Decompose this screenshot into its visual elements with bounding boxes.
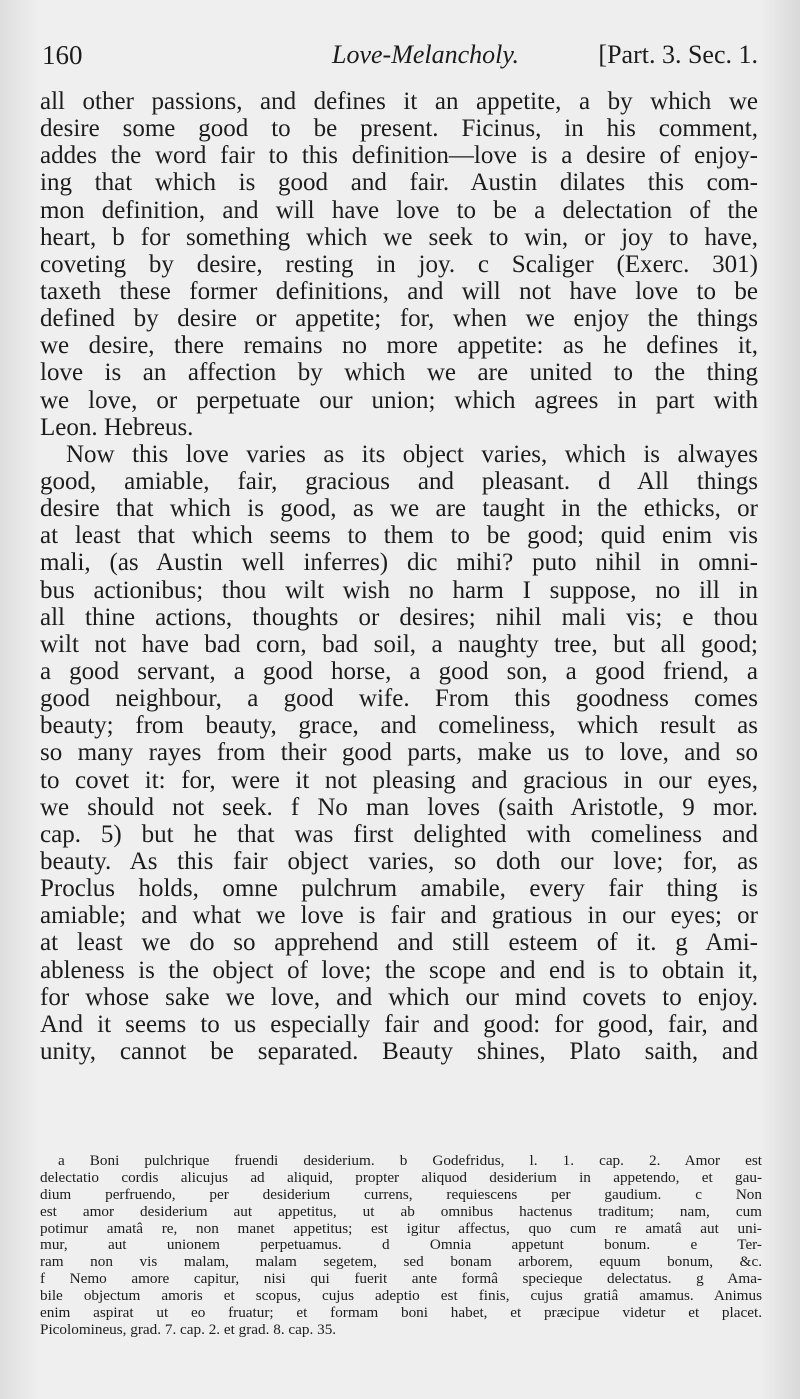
text-line: all thine actions, thoughts or desires; nihil mali vis; e thou [40,603,758,631]
text-line: Now this love varies as its object varies, which is alwayes [66,440,758,468]
text-line: Leon. Hebreus. [40,413,194,441]
text-line: amiable; and what we love is fair and gratious in our eyes; or [40,902,758,930]
page-number: 160 [42,40,83,70]
footnote-line: f Nemo amore capitur, nisi qui fuerit ante formâ specieque delectatus. g Ama- [40,1271,762,1288]
footnote-line: Picolomineus, grad. 7. cap. 2. et grad. 8. cap. 35. [40,1321,337,1338]
text-line: desire some good to be present. Ficinus, in his comment, [40,115,758,143]
text-line: defined by desire or appetite; for, when we enjoy the things [40,305,758,333]
text-line: love is an affection by which we are united to the thing [40,359,758,387]
text-line: coveting by desire, resting in joy. c Scaliger (Exerc. 301) [40,250,758,278]
text-line: good neighbour, a good wife. From this goodness comes [40,685,758,713]
text-line: bus actionibus; thou wilt wish no harm I suppose, no ill in [40,576,758,604]
text-line: heart, b for something which we seek to win, or joy to have, [40,223,758,251]
text-line: good, amiable, fair, gracious and pleasant. d All things [40,467,758,495]
text-line: taxeth these former definitions, and will not have love to be [40,277,758,305]
footnote-line: a Boni pulchrique fruendi desiderium. b Godefridus, l. 1. cap. 2. Amor est [58,1153,762,1169]
text-line: mon definition, and will have love to be a delectation of the [40,196,758,224]
text-line: beauty. As this fair object varies, so doth our love; for, as [40,847,758,875]
text-line: we love, or perpetuate our union; which agrees in part with [40,386,758,414]
text-line: to covet it: for, were it not pleasing and gracious in our eyes, [40,766,758,794]
section-label: [Part. 3. Sec. 1. [598,40,758,69]
footnote-line: mur, aut unionem perpetuamus. d Omnia appetunt bonum. e Ter- [40,1237,762,1254]
text-line: addes the word fair to this definition—love is a desire of enjoy- [40,142,758,170]
footnote-line: est amor desiderium aut appetitus, ut ab omnibus hactenus traditum; nam, cum [40,1203,762,1220]
text-line: unity, cannot be separated. Beauty shines, Plato saith, and [40,1037,758,1065]
text-line: for whose sake we love, and which our mind covets to enjoy. [40,983,758,1011]
text-line: so many rayes from their good parts, make us to love, and so [40,739,758,767]
footnote-line: ram non vis malam, malam segetem, sed bonam arborem, equum bonum, &c. [40,1254,762,1271]
text-line: Proclus holds, omne pulchrum amabile, every fair thing is [40,875,758,903]
text-line: mali, (as Austin well inferres) dic mihi? puto nihil in omni- [40,549,758,577]
text-line: a good servant, a good horse, a good son, a good friend, a [40,657,758,685]
text-line: cap. 5) but he that was first delighted with comeliness and [40,820,758,848]
text-line: desire that which is good, as we are taught in the ethicks, or [40,495,758,523]
footnote-line: delectatio cordis alicujus ad aliquid, propter aliquod desiderium in appetendo, et gau- [40,1169,762,1186]
text-line: all other passions, and defines it an appetite, a by which we [40,88,758,115]
footnote-line: dium perfruendo, per desiderium currens, requiescens per gaudium. c Non [40,1186,762,1203]
text-line: ableness is the object of love; the scope and end is to obtain it, [40,956,758,984]
text-line: beauty; from beauty, grace, and comeliness, which result as [40,712,758,740]
text-line: ing that which is good and fair. Austin dilates this com- [40,169,758,197]
footnotes [40,1153,762,1339]
footnote-line: bile objectum amoris et scopus, cujus adeptio est finis, cujus gratiâ amamus. Animus [40,1288,762,1305]
text-line: And it seems to us especially fair and good: for good, fair, and [40,1010,758,1038]
footnote-line: enim aspirat ut eo fruatur; et formam boni habet, et præcipue videtur et placet. [40,1305,762,1322]
text-line: we should not seek. f No man loves (saith Aristotle, 9 mor. [40,793,758,821]
running-title: Love-Melancholy. [332,40,519,69]
text-line: we desire, there remains no more appetite: as he defines it, [40,332,758,360]
footnote-line: potimur amatâ re, non manet appetitus; est igitur affectus, quo cum re amatâ aut uni- [40,1220,762,1237]
page-header [40,38,760,78]
main-text [40,88,758,1065]
text-line: at least we do so apprehend and still esteem of it. g Ami- [40,929,758,957]
text-line: wilt not have bad corn, bad soil, a naughty tree, but all good; [40,630,758,658]
text-line: at least that which seems to them to be good; quid enim vis [40,522,758,550]
